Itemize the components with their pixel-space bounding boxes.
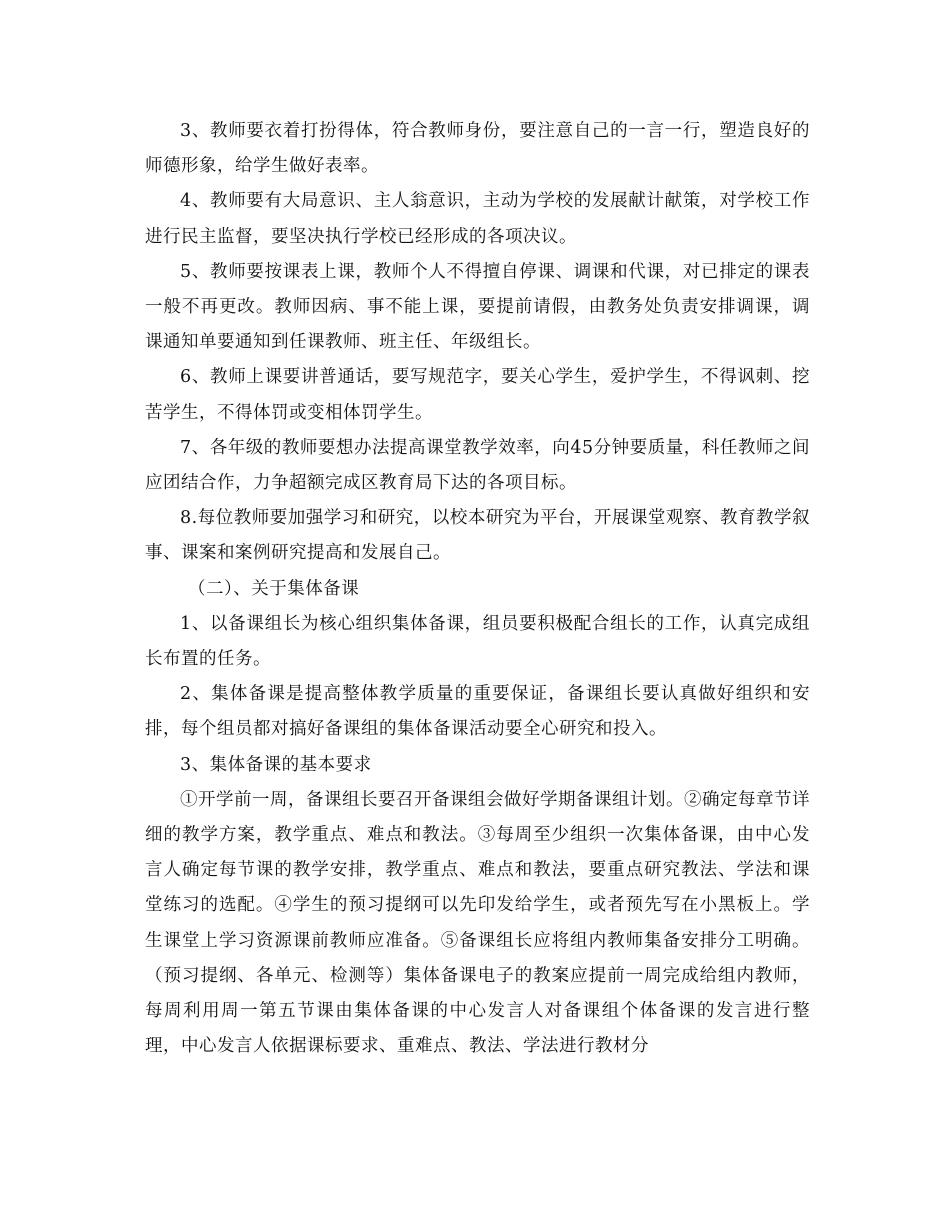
paragraph-item-7: 7、各年级的教师要想办法提高课堂教学效率，向45分钟要质量，科任教师之间应团结合作，力争超额完成区教育局下达的各项目标。: [145, 437, 810, 494]
section-paragraph-1: 1、以备课组长为核心组织集体备课，组员要积极配合组长的工作，认真完成组长布置的任务。: [145, 613, 810, 670]
document-body: [145, 114, 810, 1064]
section-heading: [145, 572, 810, 607]
paragraph-item-4: 4、教师要有大局意识、主人翁意识，主动为学校的发展献计献策，对学校工作进行民主监督，要坚决执行学校已经形成的各项决议。: [145, 191, 810, 247]
paragraph-item-8: 8.每位教师要加强学习和研究，以校本研究为平台，开展课堂观察、教育教学叙事、课案和案例研究提高和发展自己。: [145, 508, 810, 564]
section-paragraph-2: 2、集体备课是提高整体教学质量的重要保证，备课组长要认真做好组织和安排，每个组员都对搞好备课组的集体备课活动要全心研究和投入。: [145, 684, 810, 740]
paragraph-item-5: 5、教师要按课表上课，教师个人不得擅自停课、调课和代课，对已排定的课表一般不再更改。教师因病、事不能上课，要提前请假，由教务处负责安排调课，调课通知单要通知到任课教师、班主任、年级组长。: [145, 261, 810, 353]
paragraph-item-6: 6、教师上课要讲普通话，要写规范字，要关心学生，爱护学生，不得讽刺、挖苦学生，不得体罚或变相体罚学生。: [145, 367, 810, 423]
paragraph-item-3: 3、教师要衣着打扮得体，符合教师身份，要注意自己的一言一行，塑造良好的师德形象，给学生做好表率。: [145, 121, 810, 177]
section-paragraph-3: 3、集体备课的基本要求: [180, 754, 372, 775]
section-paragraph-requirements: ①开学前一周，备课组长要召开备课组会做好学期备课组计划。②确定每章节详细的教学方案，教学重点、难点和教法。③每周至少组织一次集体备课，由中心发言人确定每节课的教学安排，教学重点、难点和教法，要重点研究教法、学法和课堂练习的选配。④学生的预习提纲可以先印发给学生，或者预先写在小黑板上。学生课堂上学习资源课前教师应准备。⑤备课组长应将组内教师集备安排分工明确。（预习提纲、各单元、检测等）集体备课电子的教案应提前一周完成给组内教师，每周利用周一第五节课由集体备课的中心发言人对备课组个体备课的发言进行整理，中心发言人依据课标要求、重难点、教法、学法进行教材分: [145, 789, 810, 1057]
section-heading-text: （二）、关于集体备课: [188, 578, 360, 599]
